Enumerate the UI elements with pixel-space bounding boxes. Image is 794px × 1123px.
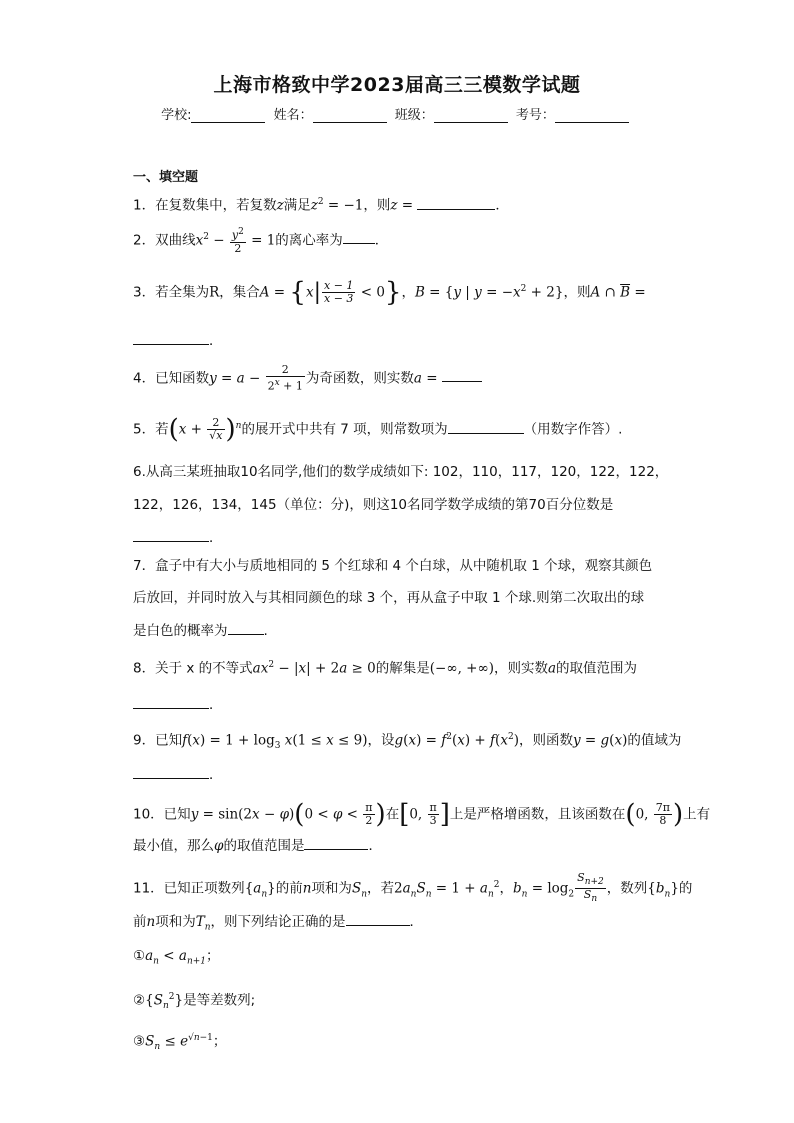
school-label: 学校:: [161, 108, 192, 123]
answer-blank-1[interactable]: [417, 195, 495, 210]
school-blank[interactable]: [191, 108, 265, 123]
answer-blank-3[interactable]: [133, 330, 209, 345]
question-5: 5．若(x + $\frac{2}{√x}$ )$^n$的展开式中共有 7 项，则常数项为 （用数字作答）.: [133, 414, 623, 445]
answer-blank-7[interactable]: [228, 620, 264, 635]
class-blank[interactable]: [434, 108, 508, 123]
answer-blank-11[interactable]: [346, 911, 410, 926]
answer-blank-5[interactable]: [448, 419, 524, 434]
question-11-line-2: 前n项和为$T_n$，则下列结论正确的是 ．: [133, 911, 423, 938]
exam-title: 上海市格致中学2023届高三三模数学试题: [213, 74, 581, 96]
question-6-line-2: 122，126，134，145（单位：分)，则这10名同学数学成绩的第70百分位数是: [133, 497, 614, 513]
student-info-row: [0, 104, 794, 123]
question-7-line-2: 后放回，并同时放入与其相同颜色的球 3 个，再从盒子中取 1 个球.则第二次取出的球: [133, 590, 645, 606]
id-blank[interactable]: [555, 108, 629, 123]
question-11: 11．已知正项数列$\{a_n\}$的前n项和为$S_n$，若$2a_nS_n = 1 + a_n^2$，$b_n = \log_2$ $\frac{S_{n+2}}{S_n}$ ，数列$\{b_n\}$的: [133, 871, 693, 905]
question-1: 1．在复数集中，若复数z满足$z^2 = -1$，则z = ．: [133, 192, 509, 216]
answer-blank-8[interactable]: [133, 694, 209, 709]
answer-blank-9[interactable]: [133, 764, 209, 779]
question-2: 2．双曲线$x^2$ − $\frac{y^2}{2}$ = 1的离心率为 ．: [133, 227, 389, 255]
name-label: 姓名：: [273, 108, 313, 123]
question-6-answer: ．: [133, 527, 223, 548]
section-heading: 一、填空题: [133, 170, 199, 185]
answer-blank-10[interactable]: [304, 835, 368, 850]
question-9: 9．已知$f(x) = 1 + \log_3 x(1 \le x \le 9)$，设$g(x) = f^2(x) + f(x^2)$，则函数y = g(x)的值域为: [133, 732, 682, 752]
answer-blank-4[interactable]: [442, 367, 482, 382]
question-7-line-1: 7．盒子中有大小与质地相同的 5 个红球和 4 个白球，从中随机取 1 个球，观察其颜色: [133, 558, 653, 574]
name-blank[interactable]: [313, 108, 387, 123]
option-1: $①a_n < a_{n+1}$；: [133, 948, 220, 967]
question-3-answer: ．: [133, 330, 223, 351]
question-4: 4．已知函数y = a − $\frac{2}{2^x + 1}$ 为奇函数，则实数a =: [133, 364, 482, 393]
question-7-line-3: 是白色的概率为 .: [133, 620, 268, 641]
question-8-answer: ．: [133, 694, 223, 715]
answer-blank-6[interactable]: [133, 527, 209, 542]
option-3: $③S_n \le e^{√n-1}$；: [133, 1033, 227, 1053]
id-label: 考号：: [515, 108, 555, 123]
question-8: 8．关于 x 的不等式$ax^2 - |x| + 2a \ge 0$的解集是(−∞, +∞)，则实数a的取值范围为: [133, 660, 638, 677]
question-9-answer: ．: [133, 764, 223, 785]
answer-blank-2[interactable]: [343, 229, 375, 244]
question-10-line-2: 最小值，那么φ的取值范围是 ．: [133, 835, 382, 856]
question-6-line-1: 6.从高三某班抽取10名同学,他们的数学成绩如下: 102，110，117，120，122，122，: [133, 464, 669, 480]
question-10: 10．已知y = sin(2x − φ)(0 < φ < $\frac{\pi}{2}$ )在[0, $\frac{\pi}{3}$ ]上是严格增函数，且该函数在(0, $\frac{7\pi}{8}$ )上有: [133, 799, 711, 830]
question-3: 3．若全集为R，集合A = {x| $\frac{x - 1}{x - 3}$ < 0}，B = {y | $y = -x^2 + 2$}，则A ∩ $\overline{B}$ =: [133, 277, 646, 308]
class-label: 班级：: [394, 108, 434, 123]
option-2: $②\{S_n^2\}$是等差数列;: [133, 992, 256, 1012]
